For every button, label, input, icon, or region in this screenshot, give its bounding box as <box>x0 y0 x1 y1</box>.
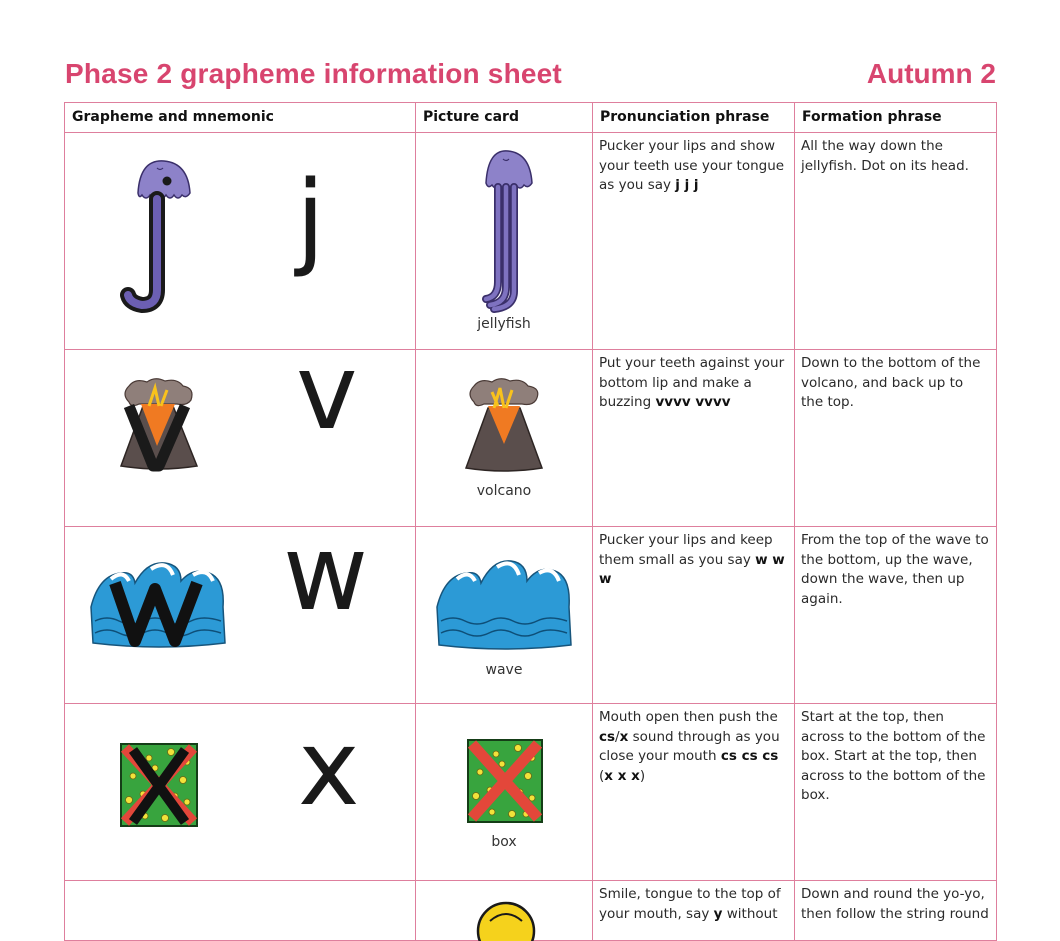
grapheme-cell <box>65 704 416 881</box>
table-row <box>65 704 997 881</box>
grapheme-cell <box>65 512 416 704</box>
table-row <box>65 527 997 704</box>
volcano-icon <box>115 376 201 472</box>
pronunciation-sound: x x x <box>604 767 640 784</box>
formation-cell: All the way down the jellyfish. Dot on its head. <box>795 133 997 350</box>
pronunciation-text: sound through as you close your mouth <box>599 728 780 764</box>
grapheme-cell <box>65 133 416 350</box>
pronunciation-sound: vvvv vvvv <box>655 394 731 410</box>
jellyfish-icon <box>468 147 538 313</box>
picture-caption: jellyfish <box>477 316 531 332</box>
pronunciation-text: Smile, tongue to the top of your mouth, say <box>599 886 781 922</box>
pronunciation-cell <box>593 527 795 704</box>
picture-caption: box <box>491 834 517 850</box>
grapheme-cell <box>65 881 416 941</box>
formation-cell: Start at the top, then across to the bottom of the box. Start at the top, then across to the bottom of the box. <box>795 704 997 881</box>
picture-cell <box>416 527 593 704</box>
pronunciation-text: ) <box>639 767 646 784</box>
pronunciation-cell <box>593 133 795 350</box>
pronunciation-cell <box>593 350 795 527</box>
column-header: Grapheme and mnemonic <box>65 103 416 133</box>
picture-caption: wave <box>485 662 523 678</box>
column-header: Formation phrase <box>795 103 997 133</box>
column-header: Picture card <box>416 103 593 133</box>
table-row <box>65 133 997 350</box>
volcano-icon <box>462 376 546 474</box>
jellyfish-icon <box>120 155 195 320</box>
pronunciation-sound: cs cs cs <box>720 748 779 764</box>
picture-caption: volcano <box>476 483 532 499</box>
pronunciation-sound: x <box>619 728 629 745</box>
box-icon <box>466 738 544 824</box>
grapheme-letter: v <box>296 331 358 453</box>
wave-icon <box>89 555 227 651</box>
formation-cell: Down and round the yo-yo, then follow the string round <box>795 881 997 941</box>
grapheme-letter: w <box>283 512 369 634</box>
grapheme-letter: x <box>298 707 360 829</box>
grapheme-letter: j <box>296 158 325 280</box>
term-label: Autumn 2 <box>866 58 996 89</box>
yoyo-icon <box>476 901 536 941</box>
table-row <box>65 350 997 527</box>
grapheme-table <box>64 102 997 941</box>
pronunciation-sound: y <box>713 905 723 922</box>
picture-cell <box>416 881 593 941</box>
pronunciation-text: Mouth open then push the <box>599 709 778 725</box>
pronunciation-text: Pucker your lips and keep them small as you say <box>599 532 773 568</box>
pronunciation-text: Put your teeth against your bottom lip and make a buzzing <box>599 355 785 410</box>
table-header-row <box>65 103 997 133</box>
formation-cell: From the top of the wave to the bottom, up the wave, down the wave, then up again. <box>795 527 997 704</box>
pronunciation-cell <box>593 881 795 941</box>
picture-cell <box>416 133 593 350</box>
pronunciation-sound: cs <box>599 728 616 745</box>
pronunciation-cell <box>593 704 795 881</box>
picture-cell <box>416 704 593 881</box>
picture-cell <box>416 350 593 527</box>
grapheme-cell <box>65 331 416 527</box>
pronunciation-sound: w w w <box>599 551 785 587</box>
page-title: Phase 2 grapheme information sheet <box>65 58 562 89</box>
pronunciation-text: Pucker your lips and show your teeth use your tongue as you say <box>599 138 785 193</box>
pronunciation-sound: j j j <box>675 177 699 193</box>
column-header: Pronunciation phrase <box>593 103 795 133</box>
wave-icon <box>435 553 573 653</box>
pronunciation-text: without <box>722 905 778 922</box>
pronunciation-text: ( <box>599 767 605 784</box>
box-icon <box>119 742 199 828</box>
pronunciation-text: / <box>615 728 620 745</box>
formation-cell: Down to the bottom of the volcano, and back up to the top. <box>795 350 997 527</box>
table-row <box>65 881 997 941</box>
